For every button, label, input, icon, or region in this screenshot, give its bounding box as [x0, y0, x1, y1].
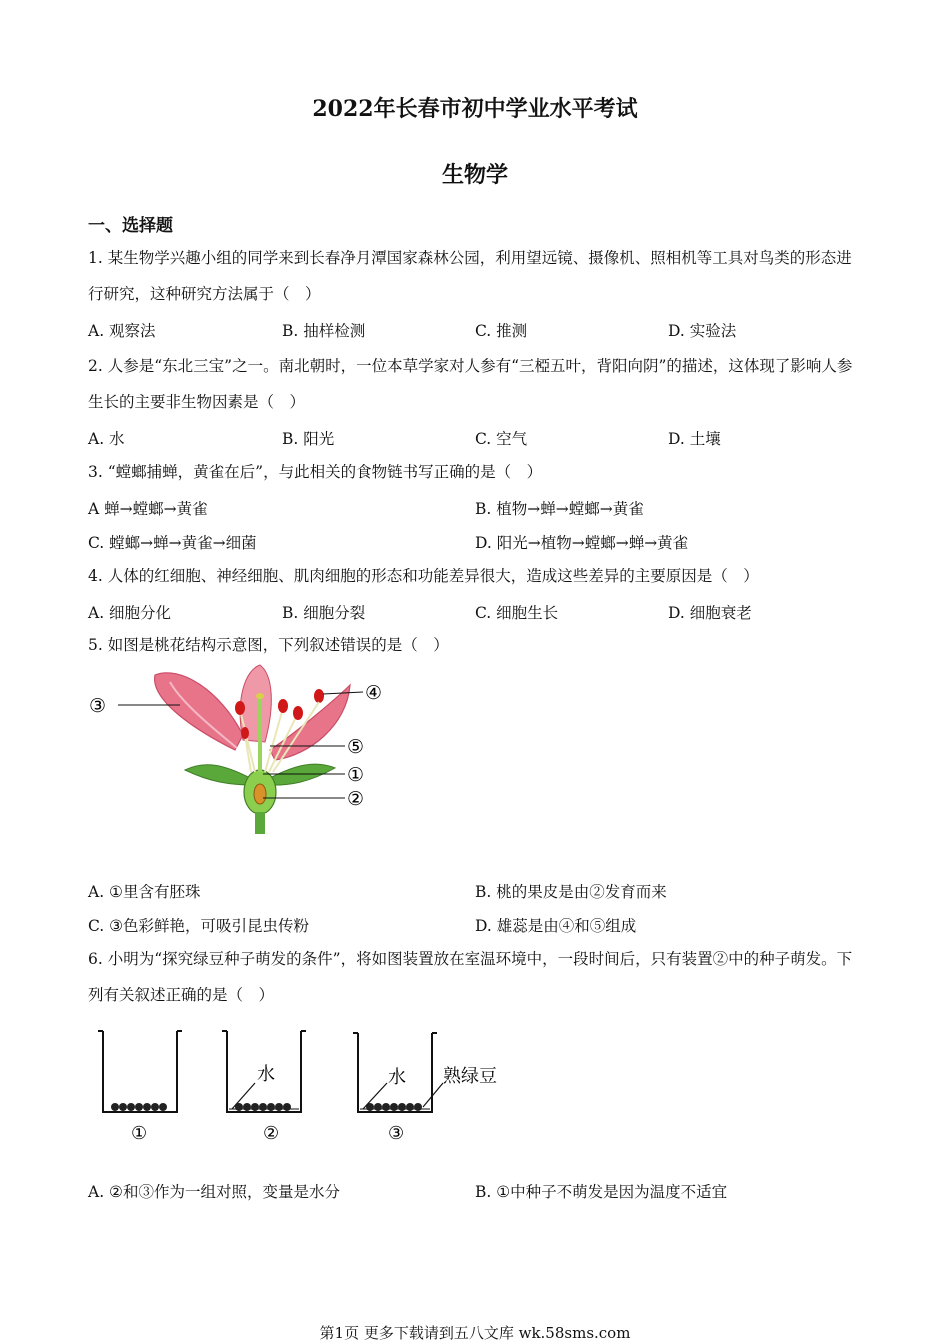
q5-option-b: B. 桃的果皮是由②发育而来	[475, 883, 667, 901]
question-3: 3. “螳螂捕蝉，黄雀在后”，与此相关的食物链书写正确的是（ ）	[88, 463, 543, 481]
beaker-label-2: ②	[263, 1123, 280, 1144]
beaker-3-water-label: 水	[388, 1067, 406, 1088]
beaker-2-seeds	[235, 1103, 291, 1111]
left-sepal	[185, 765, 253, 785]
q3-option-a: A 蝉→螳螂→黄雀	[88, 500, 208, 518]
question-2: 2. 人参是“东北三宝”之一。南北朝时，一位本草学家对人参有“三椏五叶，背阳向阴”的描述，这体现了影响人参生长的主要非生物因素是（ ）	[88, 357, 853, 411]
anther-4	[293, 706, 303, 720]
q6-option-a: A. ②和③作为一组对照，变量是水分	[88, 1183, 340, 1201]
cooked-mung-bean-label: 熟绿豆	[443, 1066, 497, 1087]
q6-option-b: B. ①中种子不萌发是因为温度不适宜	[475, 1183, 728, 1201]
q4-option-d: D. 细胞衰老	[668, 604, 752, 622]
q3-option-b: B. 植物→蝉→螳螂→黄雀	[475, 500, 644, 518]
beaker-label-1: ①	[131, 1123, 148, 1144]
q4-option-c: C. 细胞生长	[475, 604, 559, 622]
page-subtitle: 生物学	[441, 162, 508, 188]
q2-option-d: D. 土壤	[668, 430, 721, 448]
q2-option-c: C. 空气	[475, 430, 528, 448]
label-2: ②	[347, 788, 365, 810]
q1-option-c: C. 推测	[475, 322, 528, 340]
beaker-2-water-label: 水	[257, 1064, 275, 1085]
q5-option-c: C. ③色彩鲜艳，可吸引昆虫传粉	[88, 917, 310, 935]
question-1: 1. 某生物学兴趣小组的同学来到长春净月潭国家森林公园，利用望远镜、摄像机、照相机等工具对鸟类的形态进行研究，这种研究方法属于（ ）	[88, 249, 852, 303]
section-title: 一、选择题	[88, 216, 173, 236]
anther-5	[314, 689, 324, 703]
q1-option-d: D. 实验法	[668, 322, 737, 340]
beaker-1	[103, 1031, 177, 1112]
anther-3	[241, 727, 249, 739]
q2-option-a: A. 水	[88, 430, 125, 448]
q5-option-d: D. 雄蕊是由④和⑤组成	[475, 917, 637, 935]
stigma	[256, 693, 264, 699]
beaker-experiment-diagram	[95, 1025, 525, 1150]
q4-option-b: B. 细胞分裂	[282, 604, 366, 622]
beaker-3-seeds	[366, 1103, 422, 1111]
label-3: ③	[89, 695, 107, 717]
q3-option-d: D. 阳光→植物→螳螂→蝉→黄雀	[475, 534, 689, 552]
ovule	[254, 784, 266, 804]
anther-1	[235, 701, 245, 715]
right-petal	[270, 685, 350, 760]
page-title: 2022年长春市初中学业水平考试	[312, 96, 638, 122]
label-4: ④	[365, 682, 383, 704]
q5-option-a: A. ①里含有胚珠	[88, 883, 201, 901]
label-5: ⑤	[347, 736, 365, 758]
left-petal	[155, 673, 243, 750]
page-footer: 第1页 更多下载请到五八文库 wk.58sms.com	[319, 1324, 631, 1342]
q1-option-b: B. 抽样检测	[282, 322, 366, 340]
question-4: 4. 人体的红细胞、神经细胞、肌肉细胞的形态和功能差异很大，造成这些差异的主要原因是（ ）	[88, 567, 759, 585]
question-5: 5. 如图是桃花结构示意图，下列叙述错误的是（ ）	[88, 636, 449, 654]
q4-option-a: A. 细胞分化	[88, 604, 172, 622]
q1-option-a: A. 观察法	[88, 322, 156, 340]
question-6: 6. 小明为“探究绿豆种子萌发的条件”，将如图装置放在室温环境中，一段时间后，只有装置②中的种子萌发。下列有关叙述正确的是（ ）	[88, 950, 853, 1004]
beaker-label-3: ③	[388, 1123, 405, 1144]
beaker-1-seeds	[111, 1103, 167, 1111]
q3-option-c: C. 螳螂→蝉→黄雀→细菌	[88, 534, 257, 552]
q2-option-b: B. 阳光	[282, 430, 335, 448]
stem	[255, 812, 265, 834]
label-1: ①	[347, 764, 365, 786]
peach-flower-diagram	[85, 660, 395, 840]
anther-2	[278, 699, 288, 713]
